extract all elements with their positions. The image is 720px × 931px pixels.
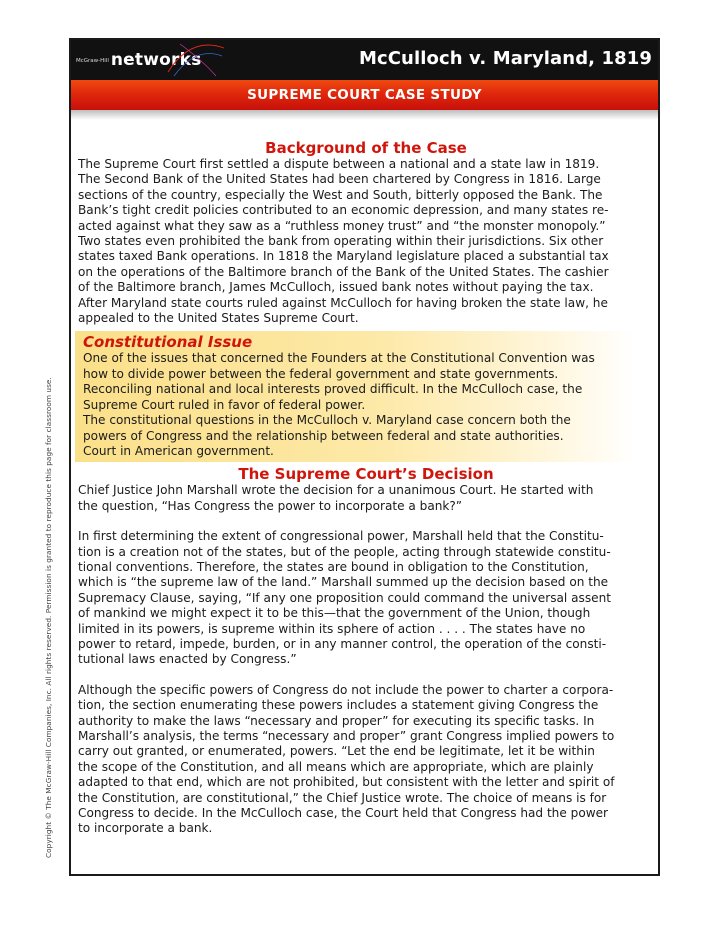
text-line: power to retard, impede, burden, or in any manner control, the operation of the consti- [78,636,607,651]
logo-swoosh-icon [166,42,226,78]
text-line: tutional laws enacted by Congress.” [78,652,297,667]
text-line: authority to make the laws “necessary and proper” for executing its specific tasks. In [78,713,595,728]
text-line: appealed to the United States Supreme Court. [78,311,359,326]
text-line: Reconciling national and local interests proved difficult. In the McCulloch case, the [83,382,583,397]
text-line: Congress to decide. In the McCulloch case, the Court held that Congress had the power [78,806,609,821]
background-heading: Background of the Case [265,139,467,157]
text-line: the Constitution, are constitutional,” the Chief Justice wrote. The choice of means is for [78,790,607,805]
text-line: adapted to that end, which are not prohibited, but consistent with the letter and spirit of [78,775,615,790]
constitutional-text [83,351,635,459]
text-line: sections of the country, especially the West and South, bitterly opposed the Bank. The [78,187,603,202]
case-title: McCulloch v. Maryland, 1819 [358,48,652,69]
text-line: The Second Bank of the United States had been chartered by Congress in 1816. Large [78,172,601,187]
text-line: One of the issues that concerned the Founders at the Constitutional Convention was [83,351,595,366]
text-line: The constitutional questions in the McCulloch v. Maryland case concern both the [83,413,571,428]
text-line: states taxed Bank operations. In 1818 the Maryland legislature placed a substantial tax [78,249,609,264]
decision-paragraph-2 [78,529,654,668]
text-line: to incorporate a bank. [78,821,213,836]
decision-paragraph-3 [78,683,654,837]
page-subtitle: SUPREME COURT CASE STUDY [247,87,482,103]
decision-heading: The Supreme Court’s Decision [238,465,494,484]
text-line: Two states even prohibited the bank from operating within their jurisdictions. Six other [78,234,604,249]
text-line: of mankind we might expect it to be this—that the government of the Union, though [78,606,591,621]
text-line: In first determining the extent of congressional power, Marshall held that the Constitu- [78,529,604,544]
subtitle-bar [71,80,658,110]
text-line: Marshall’s analysis, the terms “necessary and proper” grant Congress implied powers to [78,729,615,743]
header-bar [71,40,658,80]
text-line: Although the specific powers of Congress do not include the power to charter a corpora- [78,682,614,697]
text-line: the question, “Has Congress the power to incorporate a bank?” [78,498,463,513]
subtitle-shadow [71,110,658,120]
text-line: the scope of the Constitution, and all means which are appropriate, which are plainly [78,759,594,774]
paragraph-spacer [78,668,654,683]
decision-section [78,465,654,837]
text-line: Bank’s tight credit policies contributed to an economic depression, and many states re- [78,203,609,218]
text-line: Supremacy Clause, saying, “If any one proposition could command the universal assent [78,590,611,605]
paragraph-spacer [78,514,654,529]
decision-paragraph-1 [78,483,654,514]
brand-name: networks [110,50,202,70]
text-line: limited in its powers, is supreme within its sphere of action . . . . The states have no [78,621,586,636]
text-line: of the Baltimore branch, James McCulloch, issued bank notes without paying the tax. [78,280,594,295]
text-line: how to divide power between the federal government and state governments. [83,366,559,381]
text-line: tion is a creation not of the states, but of the people, acting through statewide constitu- [78,544,611,559]
text-line: acted against what they saw as a “ruthless money trust” and “the monster monopoly.” [78,218,606,233]
text-line: which is “the supreme law of the land.” Marshall summed up the decision based on the [78,575,609,590]
text-line: Chief Justice John Marshall wrote the decision for a unanimous Court. He started with [78,483,594,498]
brand-publisher: McGraw-Hill [76,58,109,64]
constitutional-heading: Constitutional Issue [83,333,253,352]
background-text [78,157,654,326]
constitutional-issue-box [75,331,635,462]
case-study-page [69,38,660,876]
text-line: Court in American government. [83,443,274,458]
text-line: After Maryland state courts ruled against McCulloch for having broken the state law, he [78,295,608,310]
text-line: The Supreme Court first settled a dispute between a national and a state law in 1819. [78,157,600,171]
content-area [71,139,658,837]
text-line: tion, the section enumerating these powers includes a statement giving Congress the [78,698,599,713]
text-line: carry out granted, or enumerated, powers. “Let the end be legitimate, let it be within [78,744,595,759]
background-section [78,139,654,326]
text-line: powers of Congress and the relationship between federal and state authorities. [83,428,564,443]
copyright-notice: Copyright © The McGraw-Hill Companies, Inc. All rights reserved. Permission is granted to reproduce this page for classroom use. [44,377,53,858]
text-line: on the operations of the Baltimore branch of the Bank of the United States. The cashier [78,264,609,279]
text-line: Supreme Court ruled in favor of federal power. [83,397,366,412]
text-line: tional conventions. Therefore, the states are bound in obligation to the Constitution, [78,559,589,574]
